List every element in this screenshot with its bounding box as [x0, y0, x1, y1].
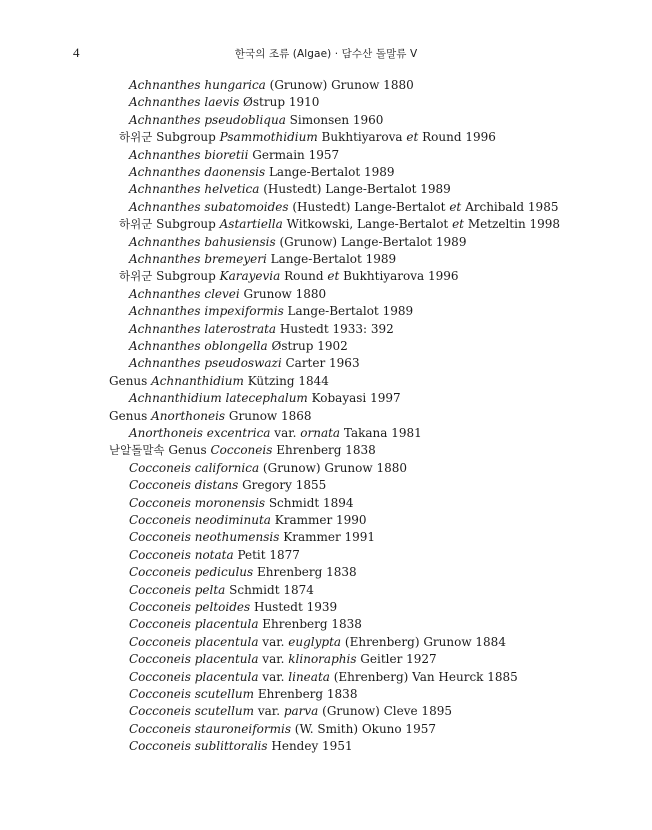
- entry-text: (Hustedt) Lange-Bertalot: [288, 199, 450, 214]
- entry-text: Hustedt 1933: 392: [276, 321, 394, 336]
- taxon-name-italic: Achnanthes clevei: [129, 286, 240, 301]
- species-entry: [129, 460, 407, 477]
- entry-text: Ehrenberg 1838: [258, 617, 362, 632]
- species-entry: [129, 634, 506, 651]
- species-entry: [129, 425, 422, 442]
- entry-text: Krammer 1991: [279, 530, 376, 545]
- entry-text: Round 1996: [418, 130, 496, 145]
- taxon-name-italic: Anorthoneis excentrica: [129, 426, 271, 440]
- taxon-name-italic: Achnanthidium: [151, 373, 244, 388]
- species-entry: [129, 686, 357, 703]
- species-entry: [129, 564, 357, 581]
- species-entry: [129, 303, 413, 320]
- entry-text: Genus: [109, 408, 152, 423]
- entry-text: Grunow 1868: [225, 408, 312, 423]
- taxon-name-italic: Cocconeis scutellum: [129, 704, 255, 719]
- taxon-name-italic: Cocconeis neodiminuta: [129, 513, 271, 527]
- entry-text: Subgroup: [152, 217, 220, 232]
- species-entry: [129, 669, 518, 686]
- taxon-name-italic: Achnanthes pseudoswazi: [129, 356, 282, 371]
- taxon-name-italic: Cocconeis pediculus: [129, 565, 254, 580]
- korean-label: 낟알돌말속: [109, 443, 165, 458]
- taxon-name-italic: Achnanthes daonensis: [129, 165, 266, 179]
- entry-text: Lange-Bertalot 1989: [283, 304, 414, 319]
- taxon-name-italic: Psammothidium: [219, 130, 318, 145]
- entry-text: Witkowski, Lange-Bertalot: [282, 217, 453, 232]
- species-entry: [129, 199, 558, 216]
- taxon-name-italic: Achnanthes laterostrata: [129, 321, 277, 336]
- species-entry: [129, 651, 437, 668]
- entry-text: (Grunow) Grunow 1880: [265, 78, 414, 92]
- species-entry: [129, 77, 414, 94]
- species-entry: [129, 703, 452, 720]
- species-entry: [129, 616, 362, 633]
- taxon-name-italic: Achnanthes laevis: [129, 95, 240, 110]
- taxon-name-italic: Achnanthidium latecephalum: [129, 391, 308, 406]
- entry-text: Subgroup: [152, 269, 220, 284]
- entry-text: Carter 1963: [281, 356, 360, 371]
- subgroup-entry: [119, 129, 496, 146]
- taxon-name-italic: Cocconeis: [210, 443, 273, 458]
- taxon-name-italic: Achnanthes oblongella: [129, 339, 268, 353]
- taxon-name-italic: Cocconeis placentula: [129, 652, 259, 667]
- entry-text: Metzeltin 1998: [464, 217, 561, 232]
- entry-text: Archibald 1985: [461, 199, 559, 214]
- taxon-name-italic: Achnanthes bremeyeri: [129, 252, 267, 266]
- entry-text: (Grunow) Cleve 1895: [318, 704, 452, 719]
- entry-text: var.: [258, 634, 289, 649]
- korean-label: 하위군: [119, 130, 153, 145]
- entry-text: Simonsen 1960: [285, 112, 384, 127]
- taxon-name-italic: Achnanthes impexiformis: [129, 304, 284, 319]
- page-number: 4: [73, 45, 80, 60]
- species-entry: [129, 390, 401, 407]
- taxon-name-italic: Karayevia: [219, 269, 281, 284]
- entry-text: Krammer 1990: [270, 513, 367, 527]
- species-entry: [129, 599, 337, 616]
- taxon-name-italic: Achnanthes helvetica: [129, 182, 260, 197]
- entry-text: Kützing 1844: [243, 373, 329, 388]
- entry-text: Genus: [109, 373, 152, 388]
- entry-text: Bukhtiyarova 1996: [339, 269, 459, 284]
- entry-text: Kobayasi 1997: [307, 391, 401, 406]
- entry-text: Ehrenberg 1838: [253, 565, 357, 580]
- entry-text: Grunow 1880: [239, 286, 327, 301]
- species-entry: [129, 738, 353, 755]
- taxon-name-italic: et: [406, 130, 419, 145]
- entry-text: (Grunow) Lange-Bertalot 1989: [275, 234, 467, 249]
- species-entry: [129, 286, 326, 303]
- species-entry: [129, 477, 326, 494]
- entry-text: (Ehrenberg) Grunow 1884: [341, 634, 506, 649]
- entry-text: Germain 1957: [248, 147, 340, 162]
- species-entry: [129, 234, 466, 251]
- species-entry: [129, 147, 339, 164]
- running-head: 한국의 조류 (Algae) · 담수산 돌말류 V: [234, 48, 418, 60]
- taxon-name-italic: parva: [283, 704, 319, 719]
- taxon-name-italic: Cocconeis stauroneiformis: [129, 721, 291, 736]
- taxon-name-italic: Astartiella: [219, 217, 283, 232]
- korean-label: 하위군: [119, 269, 153, 284]
- taxon-name-italic: Cocconeis placentula: [129, 669, 259, 684]
- entry-text: Hendey 1951: [267, 739, 353, 754]
- entry-text: Lange-Bertalot 1989: [266, 252, 397, 266]
- taxon-name-italic: lineata: [288, 669, 330, 684]
- genus-entry: [109, 408, 312, 425]
- entry-text: Gregory 1855: [238, 478, 327, 493]
- entry-text: (W. Smith) Okuno 1957: [290, 721, 436, 736]
- entry-text: Østrup 1910: [239, 95, 320, 110]
- entry-text: Ehrenberg 1838: [254, 687, 358, 701]
- korean-label: 하위군: [119, 217, 153, 232]
- species-entry: [129, 112, 383, 129]
- genus-entry: [109, 373, 329, 390]
- entry-text: (Grunow) Grunow 1880: [259, 460, 408, 475]
- taxon-name-italic: Cocconeis notata: [129, 547, 234, 562]
- taxon-name-italic: Cocconeis sublittoralis: [129, 739, 268, 754]
- entry-text: var.: [270, 426, 301, 440]
- entry-text: Petit 1877: [233, 547, 300, 562]
- taxon-name-italic: Cocconeis placentula: [129, 634, 259, 649]
- entry-text: (Ehrenberg) Van Heurck 1885: [329, 669, 518, 684]
- entry-text: var.: [254, 704, 284, 719]
- species-entry: [129, 495, 354, 512]
- taxon-name-italic: euglypta: [288, 634, 342, 649]
- taxon-name-italic: et: [327, 269, 340, 284]
- entry-text: Round: [280, 269, 328, 284]
- species-entry: [129, 321, 394, 338]
- species-entry: [129, 251, 396, 268]
- taxon-name-italic: Achnanthes subatomoides: [129, 199, 289, 214]
- taxon-name-italic: et: [452, 217, 465, 232]
- entry-text: Ehrenberg 1838: [272, 443, 376, 458]
- genus-entry: [109, 442, 376, 459]
- entry-text: Subgroup: [152, 130, 220, 145]
- subgroup-entry: [119, 216, 560, 233]
- entry-text: (Hustedt) Lange-Bertalot 1989: [259, 182, 451, 197]
- taxon-name-italic: Cocconeis peltoides: [129, 600, 251, 614]
- taxon-name-italic: Cocconeis neothumensis: [129, 530, 280, 545]
- subgroup-entry: [119, 268, 458, 285]
- taxon-name-italic: et: [449, 199, 462, 214]
- taxon-name-italic: Cocconeis distans: [129, 478, 239, 493]
- taxon-name-italic: Cocconeis pelta: [129, 582, 226, 597]
- species-entry: [129, 181, 451, 198]
- taxon-name-italic: Anorthoneis: [151, 408, 226, 423]
- taxon-name-italic: Cocconeis californica: [129, 460, 260, 475]
- species-entry: [129, 94, 319, 111]
- species-entry: [129, 512, 367, 529]
- entry-text: Østrup 1902: [267, 339, 348, 353]
- entry-text: var.: [258, 652, 289, 667]
- entry-text: Takana 1981: [340, 426, 422, 440]
- species-entry: [129, 164, 395, 181]
- taxon-name-italic: Cocconeis placentula: [129, 617, 259, 632]
- taxon-name-italic: klinoraphis: [288, 652, 357, 667]
- species-entry: [129, 582, 314, 599]
- taxon-name-italic: Cocconeis scutellum: [129, 687, 255, 701]
- entry-text: Bukhtiyarova: [317, 130, 407, 145]
- species-entry: [129, 547, 300, 564]
- taxon-name-italic: Cocconeis moronensis: [129, 495, 265, 510]
- taxon-name-italic: Achnanthes bioretii: [129, 147, 249, 162]
- taxon-name-italic: Achnanthes bahusiensis: [129, 234, 276, 249]
- species-entry: [129, 338, 348, 355]
- taxon-name-italic: Achnanthes hungarica: [129, 78, 266, 92]
- taxon-name-italic: Achnanthes pseudobliqua: [129, 112, 286, 127]
- entry-text: Schmidt 1874: [225, 582, 314, 597]
- species-entry: [129, 355, 360, 372]
- entry-text: Hustedt 1939: [250, 600, 338, 614]
- species-entry: [129, 721, 436, 738]
- entry-text: var.: [258, 669, 289, 684]
- entry-text: Geitler 1927: [356, 652, 437, 667]
- entry-text: Schmidt 1894: [265, 495, 354, 510]
- taxon-name-italic: ornata: [300, 426, 341, 440]
- species-entry: [129, 529, 375, 546]
- entry-text: Lange-Bertalot 1989: [265, 165, 395, 179]
- entry-text: Genus: [164, 443, 211, 458]
